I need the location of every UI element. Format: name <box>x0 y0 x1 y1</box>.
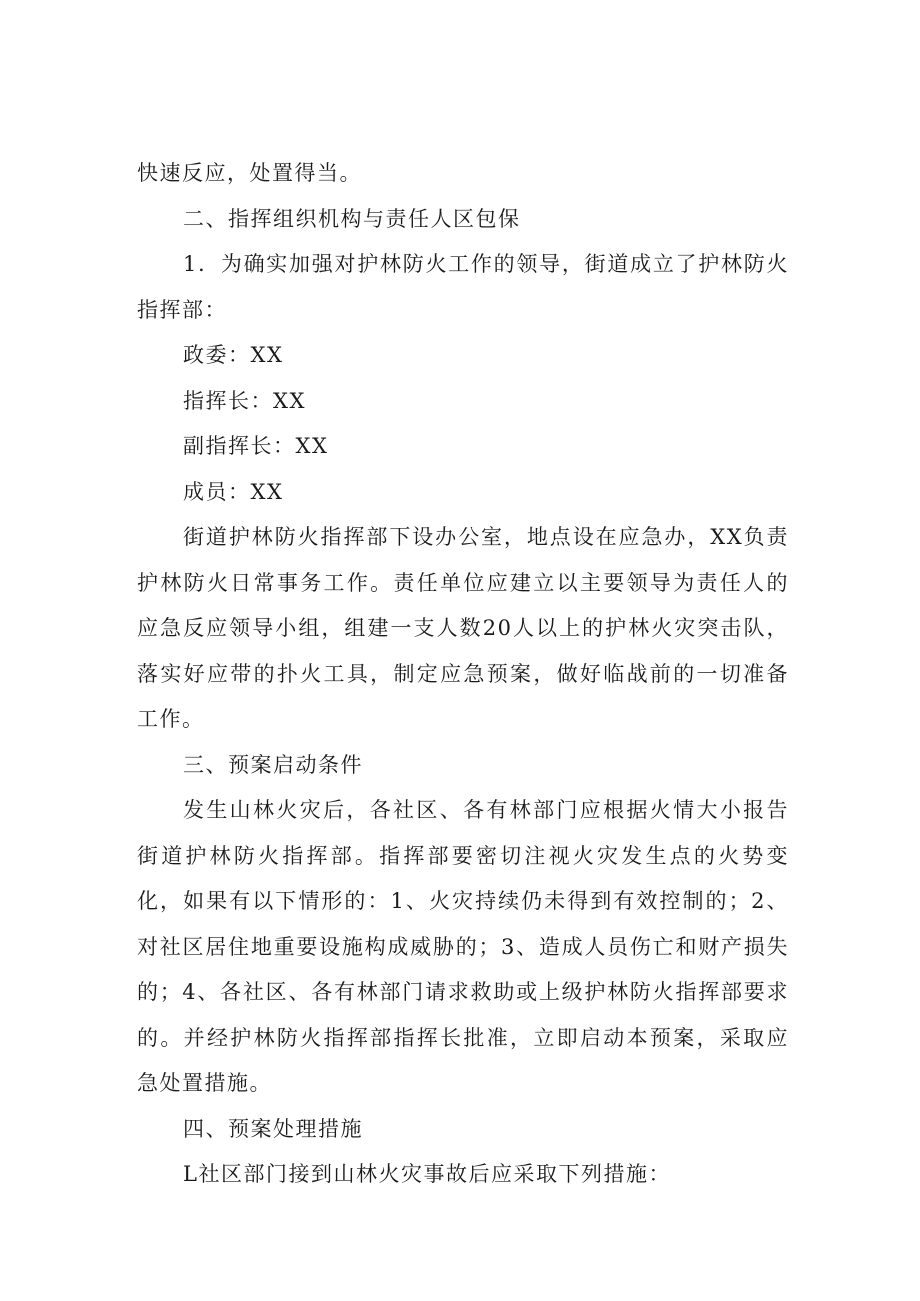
role-members: 成员：XX <box>183 479 284 504</box>
paragraph-continuation: 快速反应，处置得当。 <box>137 161 362 185</box>
paragraph-office-duties: 街道护林防火指挥部下设办公室，地点设在应急办，XX负责护林防火日常事务工作。责任单位应建立以主要领导为责任人的应急反应领导小组，组建一支人数20人以上的护林火灾突击队，落实好应带的扑火工具，制定应急预案，做好临战前的一切准备工作。 <box>137 525 789 731</box>
section-heading-command-structure: 二、指挥组织机构与责任人区包保 <box>183 206 521 231</box>
role-commissar: 政委：XX <box>183 343 284 367</box>
role-deputy-commander: 副指挥长：XX <box>183 434 329 458</box>
paragraph-activation-conditions: 发生山林火灾后，各社区、各有林部门应根据火情大小报告街道护林防火指挥部。指挥部要密切注视火灾发生点的火势变化，如果有以下情形的：1、火灾持续仍未得到有效控制的；2、对社区居住地重要设施构成威胁的；3、造成人员伤亡和财产损失的；4、各社区、各有林部门请求救助或上级护林防火指挥部要求的。并经护林防火指挥部指挥长批准，立即启动本预案，采取应急处置措施。 <box>137 798 789 1095</box>
paragraph-command-setup: 1．为确实加强对护林防火工作的领导，街道成立了护林防火指挥部： <box>137 252 789 322</box>
document-body <box>137 151 789 1198</box>
section-heading-activation: 三、预案启动条件 <box>183 752 363 777</box>
role-commander: 指挥长：XX <box>183 388 306 413</box>
section-heading-measures: 四、预案处理措施 <box>183 1116 363 1141</box>
paragraph-community-measures: L社区部门接到山林火灾事故后应采取下列措施： <box>183 1162 671 1186</box>
